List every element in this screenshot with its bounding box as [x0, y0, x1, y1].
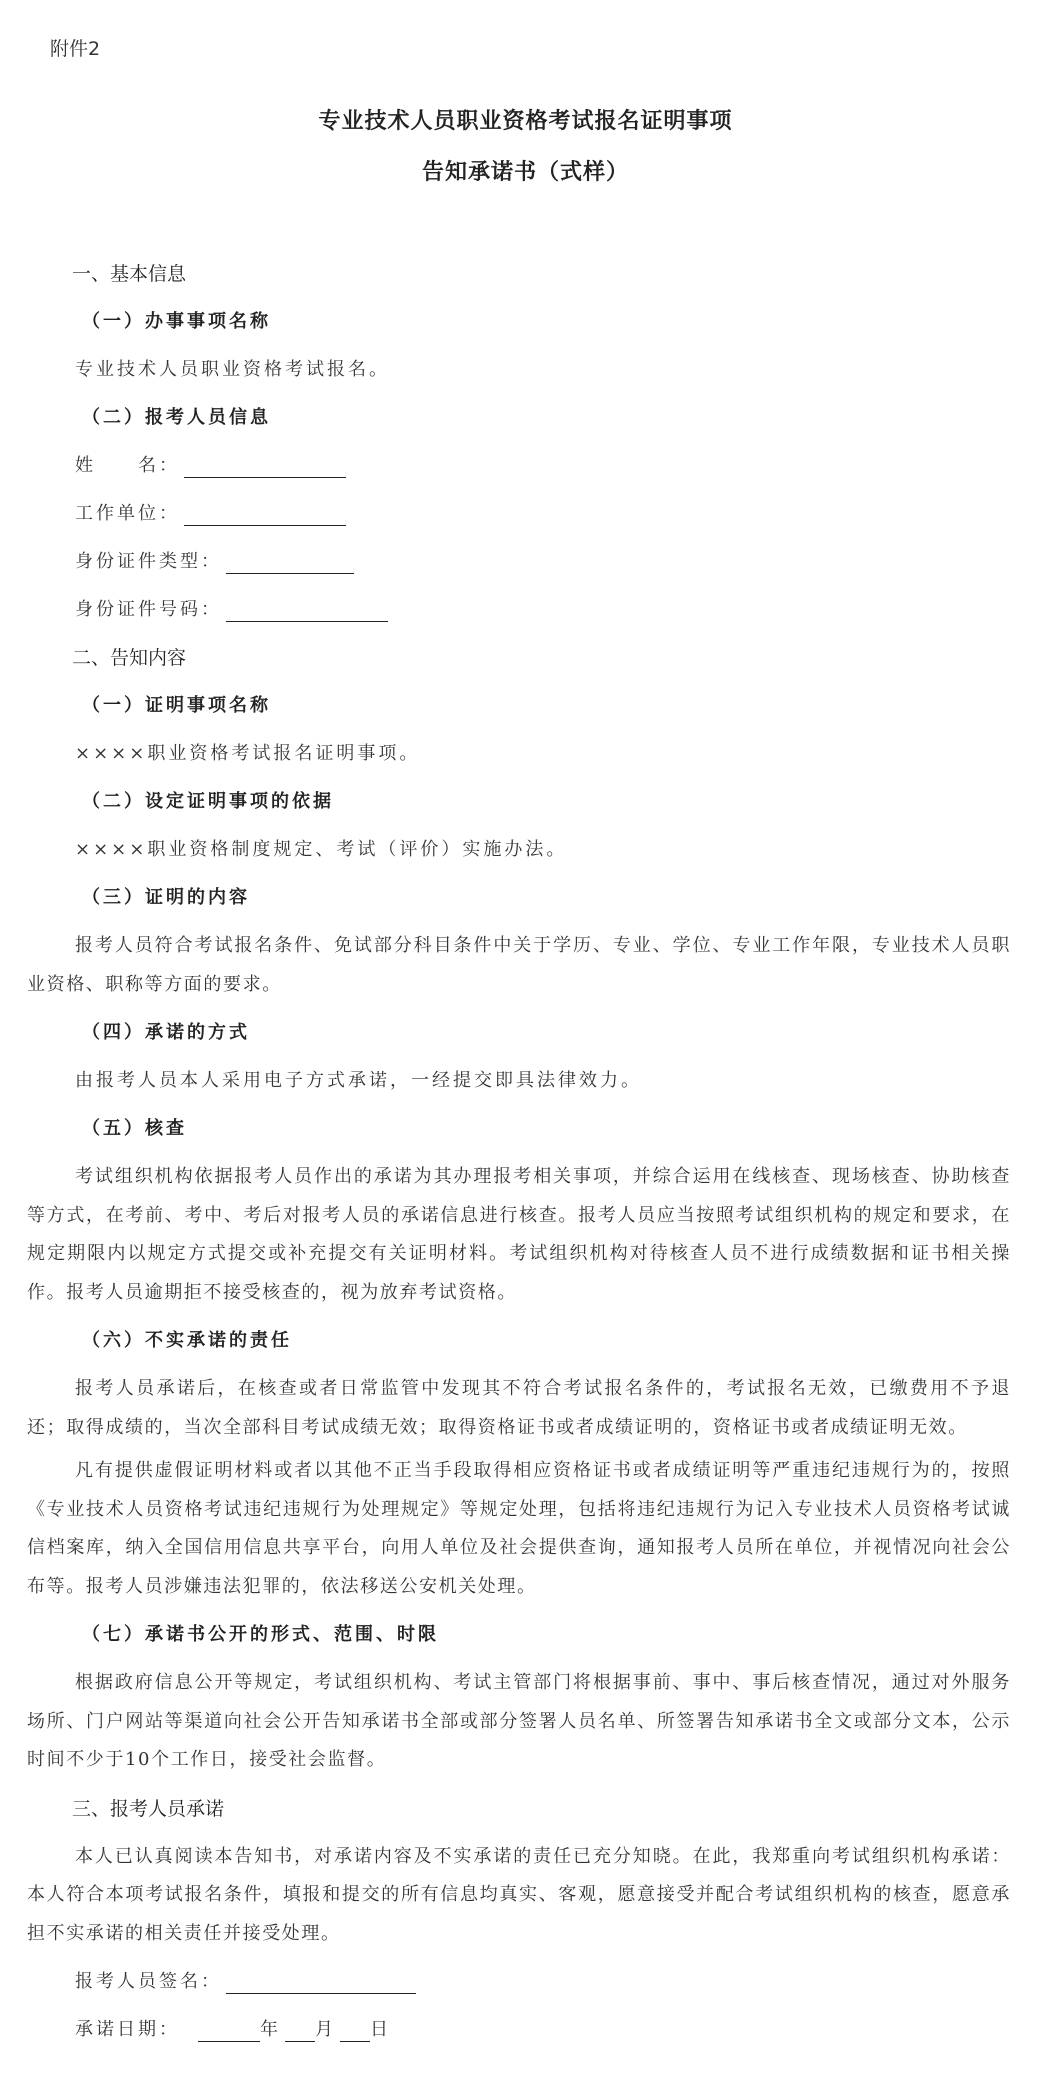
attachment-label: 附件2: [50, 38, 101, 60]
document-title-line2: 告知承诺书（式样）: [421, 159, 629, 185]
section2-sub4-text: 由报考人员本人采用电子方式承诺，一经提交即具法律效力。: [75, 1070, 642, 1091]
section3-text: 本人已认真阅读本告知书，对承诺内容及不实承诺的责任已充分知晓。在此，我郑重向考试组织机构承诺：本人符合本项考试报名条件，填报和提交的所有信息均真实、客观，愿意接受并配合考试组织机构的核查，愿意承担不实承诺的相关责任并接受处理。: [27, 1845, 1011, 1944]
date-year-label: 年: [260, 2019, 281, 2040]
section2-heading: 二、告知内容: [72, 647, 187, 669]
section2-sub7-heading: （七）承诺书公开的形式、范围、时限: [82, 1624, 439, 1645]
section1-sub2-heading: （二）报考人员信息: [82, 407, 271, 428]
date-day-blank[interactable]: [340, 2019, 370, 2042]
section2-sub6-text2: 凡有提供虚假证明材料或者以其他不正当手段取得相应资格证书或者成绩证明等严重违纪违规行为的，按照《专业技术人员资格考试违纪违规行为处理规定》等规定处理，包括将违纪违规行为记入专业技术人员资格考试诚信档案库，纳入全国信用信息共享平台，向用人单位及社会提供查询，通知报考人员所在单位，并视情况向社会公布等。报考人员涉嫌违法犯罪的，依法移送公安机关处理。: [27, 1460, 1011, 1597]
signature-field-blank[interactable]: [226, 1971, 416, 1994]
signature-field-label: 报考人员签名：: [75, 1971, 222, 1992]
section2-sub7-text: 根据政府信息公开等规定，考试组织机构、考试主管部门将根据事前、事中、事后核查情况，通过对外服务场所、门户网站等渠道向社会公开告知承诺书全部或部分签署人员名单、所签署告知承诺书全文或部分文本，公示时间不少于10个工作日，接受社会监督。: [27, 1672, 1011, 1770]
section2-sub2-text: ××××职业资格制度规定、考试（评价）实施办法。: [75, 839, 568, 860]
section1-heading: 一、基本信息: [72, 263, 187, 285]
id-type-field-row: [27, 538, 1011, 586]
section2-sub5-heading: （五）核查: [82, 1118, 187, 1139]
section2-sub6-heading: （六）不实承诺的责任: [82, 1330, 292, 1351]
date-field-row: [27, 2006, 1011, 2054]
section2-sub3-heading: （三）证明的内容: [82, 887, 250, 908]
date-field-label: 承诺日期：: [75, 2019, 180, 2040]
work-unit-field-label: 工作单位：: [75, 503, 180, 524]
section1-sub1-heading: （一）办事事项名称: [82, 311, 271, 332]
work-unit-field-blank[interactable]: [184, 503, 346, 526]
document-title-line1: 专业技术人员职业资格考试报名证明事项: [318, 108, 733, 134]
work-unit-field-row: [27, 490, 1011, 538]
section3-heading: 三、报考人员承诺: [72, 1797, 225, 1820]
date-year-blank[interactable]: [198, 2019, 260, 2042]
name-field-row: [27, 442, 1011, 490]
id-number-field-blank[interactable]: [226, 599, 388, 622]
section2-sub3-text: 报考人员符合考试报名条件、免试部分科目条件中关于学历、专业、学位、专业工作年限，专业技术人员职业资格、职称等方面的要求。: [27, 935, 1011, 995]
id-type-field-label: 身份证件类型：: [75, 551, 222, 572]
signature-field-row: [27, 1958, 1011, 2006]
name-field-label: 姓 名：: [75, 455, 180, 476]
date-month-label: 月: [315, 2019, 336, 2040]
name-field-blank[interactable]: [184, 455, 346, 478]
id-type-field-blank[interactable]: [226, 551, 354, 574]
section1-sub1-text: 专业技术人员职业资格考试报名。: [75, 359, 390, 380]
section2-sub1-heading: （一）证明事项名称: [82, 695, 271, 716]
section2-sub4-heading: （四）承诺的方式: [82, 1022, 250, 1043]
section2-sub5-text: 考试组织机构依据报考人员作出的承诺为其办理报考相关事项，并综合运用在线核查、现场核查、协助核查等方式，在考前、考中、考后对报考人员的承诺信息进行核查。报考人员应当按照考试组织机构的规定和要求，在规定期限内以规定方式提交或补充提交有关证明材料。考试组织机构对待核查人员不进行成绩数据和证书相关操作。报考人员逾期拒不接受核查的，视为放弃考试资格。: [27, 1166, 1011, 1303]
date-month-blank[interactable]: [285, 2019, 315, 2042]
section2-sub6-text1: 报考人员承诺后，在核查或者日常监管中发现其不符合考试报名条件的，考试报名无效，已缴费用不予退还；取得成绩的，当次全部科目考试成绩无效；取得资格证书或者成绩证明的，资格证书或者成绩证明无效。: [27, 1378, 1011, 1438]
document-body: [27, 250, 1011, 2054]
id-number-field-row: [27, 586, 1011, 634]
section2-sub2-heading: （二）设定证明事项的依据: [82, 791, 334, 812]
section2-sub1-text: ××××职业资格考试报名证明事项。: [75, 743, 421, 764]
id-number-field-label: 身份证件号码：: [75, 599, 222, 620]
date-day-label: 日: [370, 2019, 391, 2040]
